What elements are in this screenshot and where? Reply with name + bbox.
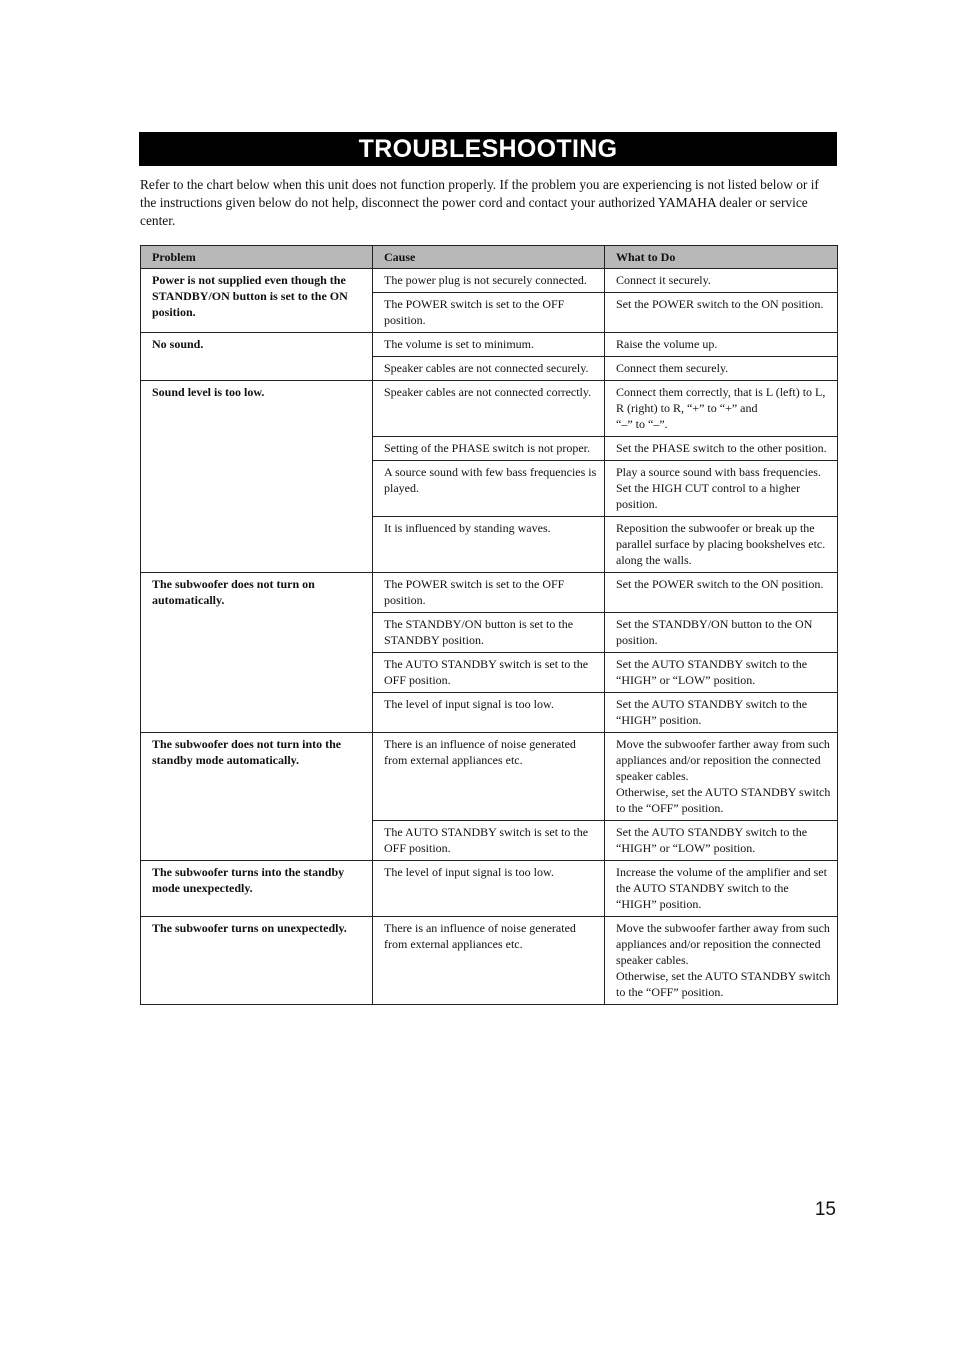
- table-row: [141, 333, 838, 357]
- intro-paragraph: Refer to the chart below when this unit does not function properly. If the problem you are experiencing is not listed below or if the instructions given below do not help, disconnect the power cord and contact your authorized YAMAHA dealer or service center.: [140, 177, 819, 228]
- cause-cell: Speaker cables are not connected correctly.: [373, 381, 605, 437]
- table-row: [141, 269, 838, 293]
- cause-cell: The level of input signal is too low.: [373, 861, 605, 917]
- problem-cell: The subwoofer turns into the standby mode unexpectedly.: [141, 861, 373, 917]
- title-bar: [139, 132, 837, 166]
- troubleshooting-table: [140, 245, 838, 1005]
- action-cell: Move the subwoofer farther away from such appliances and/or reposition the connected speaker cables. Otherwise, set the AUTO STANDBY switch to the “OFF” position.: [605, 733, 838, 821]
- problem-cell: The subwoofer turns on unexpectedly.: [141, 917, 373, 1005]
- cause-cell: The STANDBY/ON button is set to the STANDBY position.: [373, 613, 605, 653]
- header-cause: Cause: [373, 246, 605, 269]
- cause-cell: It is influenced by standing waves.: [373, 517, 605, 573]
- action-cell: Play a source sound with bass frequencies. Set the HIGH CUT control to a higher position.: [605, 461, 838, 517]
- header-what-to-do: What to Do: [605, 246, 838, 269]
- cause-cell: Setting of the PHASE switch is not proper.: [373, 437, 605, 461]
- action-cell: Set the POWER switch to the ON position.: [605, 293, 838, 333]
- action-cell: Move the subwoofer farther away from such appliances and/or reposition the connected speaker cables. Otherwise, set the AUTO STANDBY switch to the “OFF” position.: [605, 917, 838, 1005]
- action-cell: Connect them correctly, that is L (left) to L, R (right) to R, “+” to “+” and “–” to “–”.: [605, 381, 838, 437]
- cause-cell: The level of input signal is too low.: [373, 693, 605, 733]
- action-cell: Connect it securely.: [605, 269, 838, 293]
- cause-cell: The AUTO STANDBY switch is set to the OFF position.: [373, 821, 605, 861]
- problem-cell: Power is not supplied even though the STANDBY/ON button is set to the ON position.: [141, 269, 373, 333]
- cause-cell: A source sound with few bass frequencies is played.: [373, 461, 605, 517]
- action-cell: Set the AUTO STANDBY switch to the “HIGH” or “LOW” position.: [605, 653, 838, 693]
- action-cell: Set the PHASE switch to the other position.: [605, 437, 838, 461]
- table-body: [141, 269, 838, 1005]
- action-cell: Reposition the subwoofer or break up the parallel surface by placing bookshelves etc. along the walls.: [605, 517, 838, 573]
- cause-cell: There is an influence of noise generated from external appliances etc.: [373, 733, 605, 821]
- cause-cell: The power plug is not securely connected.: [373, 269, 605, 293]
- cause-cell: There is an influence of noise generated from external appliances etc.: [373, 917, 605, 1005]
- table-row: [141, 733, 838, 821]
- action-cell: Set the STANDBY/ON button to the ON position.: [605, 613, 838, 653]
- table-row: [141, 573, 838, 613]
- cause-cell: The POWER switch is set to the OFF position.: [373, 573, 605, 613]
- table-row: [141, 861, 838, 917]
- action-cell: Set the AUTO STANDBY switch to the “HIGH” position.: [605, 693, 838, 733]
- action-cell: Set the POWER switch to the ON position.: [605, 573, 838, 613]
- table-row: [141, 381, 838, 437]
- action-cell: Set the AUTO STANDBY switch to the “HIGH” or “LOW” position.: [605, 821, 838, 861]
- action-cell: Connect them securely.: [605, 357, 838, 381]
- cause-cell: The volume is set to minimum.: [373, 333, 605, 357]
- cause-cell: Speaker cables are not connected securely.: [373, 357, 605, 381]
- problem-cell: The subwoofer does not turn on automatically.: [141, 573, 373, 733]
- problem-cell: Sound level is too low.: [141, 381, 373, 573]
- table-row: [141, 917, 838, 1005]
- cause-cell: The AUTO STANDBY switch is set to the OFF position.: [373, 653, 605, 693]
- cause-cell: The POWER switch is set to the OFF position.: [373, 293, 605, 333]
- page-number: 15: [814, 1199, 836, 1220]
- table-header-row: [141, 246, 838, 269]
- action-cell: Increase the volume of the amplifier and set the AUTO STANDBY switch to the “HIGH” position.: [605, 861, 838, 917]
- page-title: TROUBLESHOOTING: [358, 135, 618, 163]
- header-problem: Problem: [141, 246, 373, 269]
- action-cell: Raise the volume up.: [605, 333, 838, 357]
- problem-cell: The subwoofer does not turn into the standby mode automatically.: [141, 733, 373, 861]
- problem-cell: No sound.: [141, 333, 373, 381]
